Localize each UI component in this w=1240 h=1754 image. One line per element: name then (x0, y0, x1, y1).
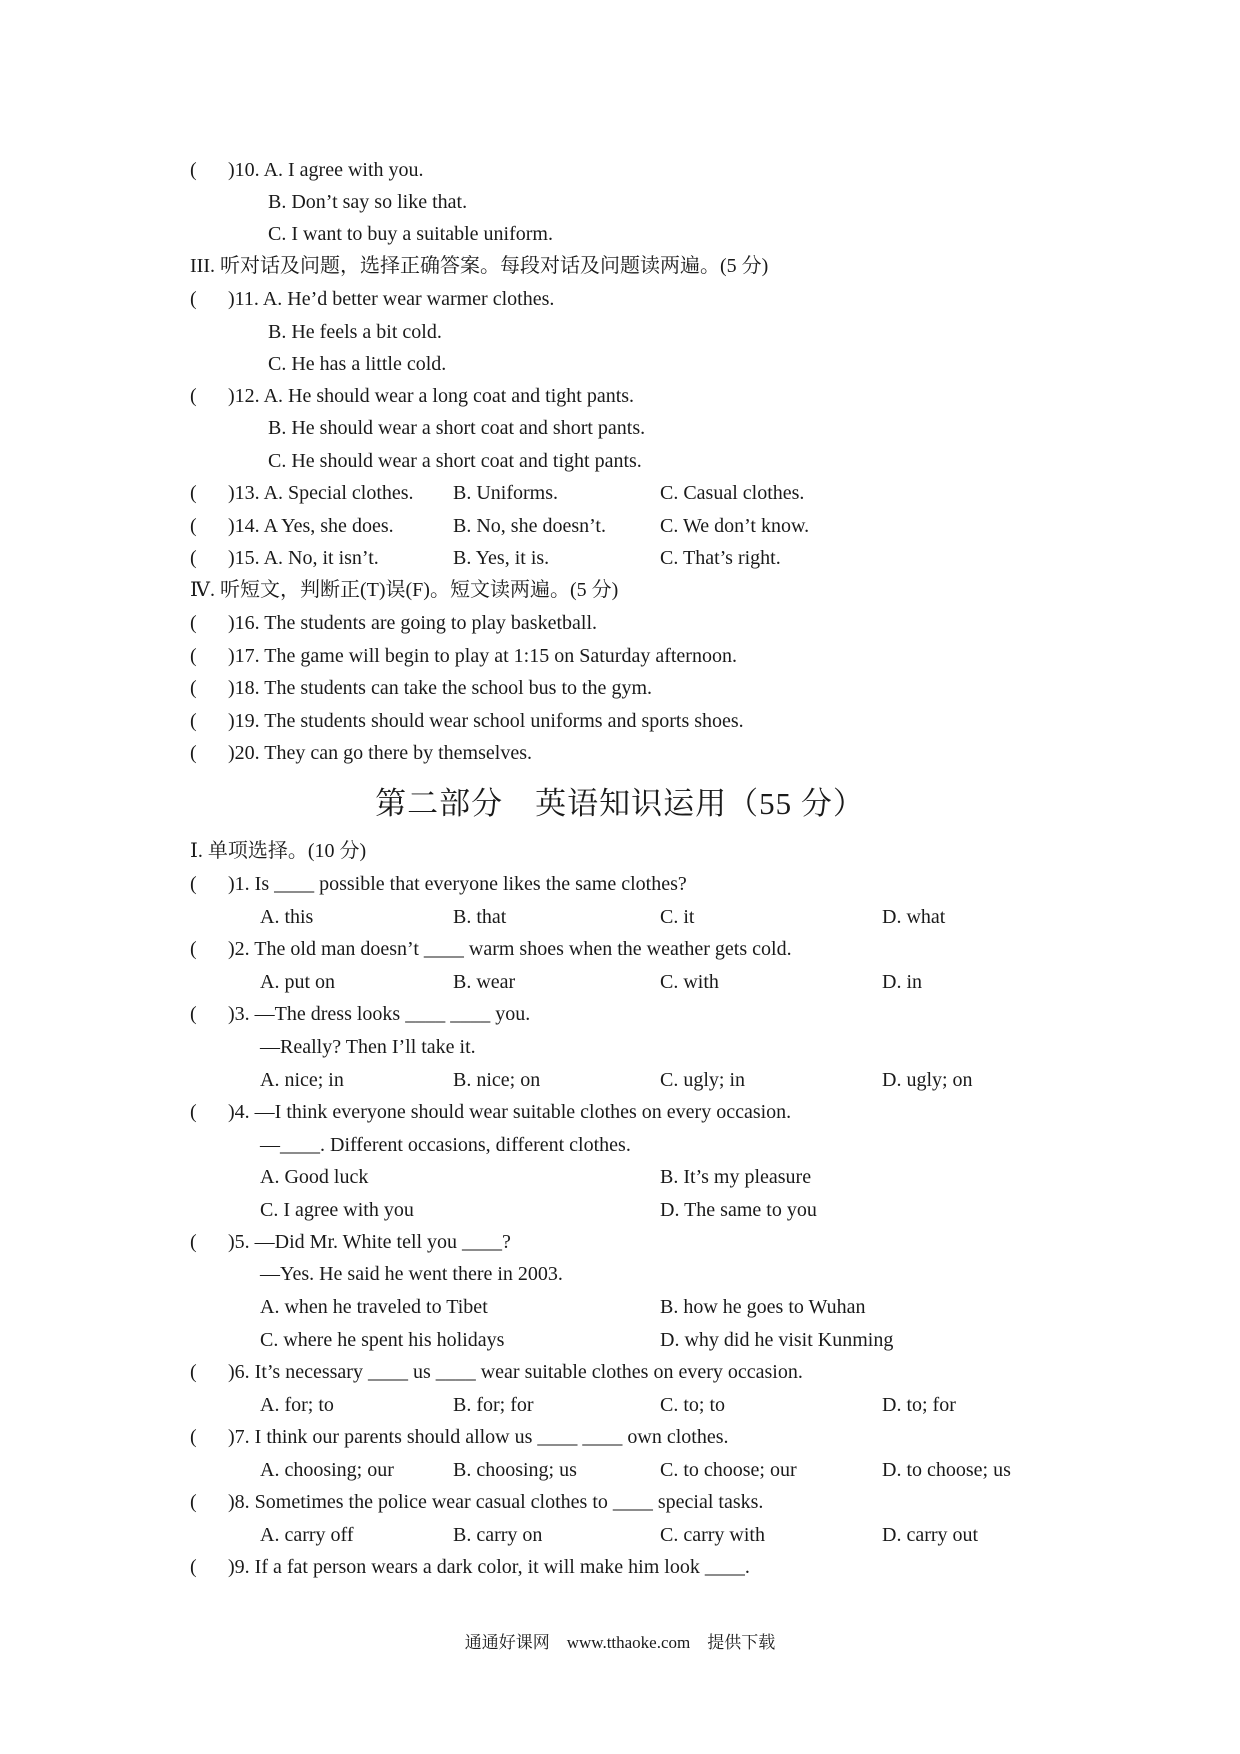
answer-paren: ( (190, 938, 197, 960)
option-b: B. No, she doesn’t. (453, 515, 606, 537)
option-d: D. The same to you (660, 1199, 817, 1221)
question-15 (228, 546, 379, 570)
question-20: )20. They can go there by themselves. (228, 742, 532, 764)
page-footer: 通通好课网 www.tthaoke.com 提供下载 (464, 1633, 776, 1652)
part-two-title: 第二部分 英语知识运用（55 分） (375, 786, 865, 821)
option-c: C. He should wear a short coat and tight pants. (268, 450, 642, 472)
mc-question-1: )1. Is ____ possible that everyone likes the same clothes? (228, 873, 687, 895)
question-number: )10. (228, 159, 260, 181)
question-18: )18. The students can take the school bus to the gym. (228, 677, 652, 699)
answer-paren: ( (190, 645, 197, 667)
answer-paren: ( (190, 547, 197, 569)
answer-paren: ( (190, 612, 197, 634)
question-number: )12. (228, 385, 260, 407)
answer-paren: ( (190, 710, 197, 732)
answer-paren: ( (190, 159, 197, 181)
mc-question-7: )7. I think our parents should allow us ____ ____ own clothes. (228, 1426, 729, 1448)
option-b: B. nice; on (453, 1069, 541, 1091)
option-c: C. That’s right. (660, 547, 781, 569)
option-d: D. to choose; us (882, 1459, 1011, 1481)
option-d: D. to; for (882, 1394, 956, 1416)
mc-question-3: )3. —The dress looks ____ ____ you. (228, 1003, 531, 1025)
part2-section-i-heading: Ⅰ. 单项选择。(10 分) (190, 840, 367, 862)
option-b: B. how he goes to Wuhan (660, 1296, 866, 1318)
option-c: C. to choose; our (660, 1459, 797, 1481)
question-14 (228, 514, 394, 538)
mc-question-2: )2. The old man doesn’t ____ warm shoes when the weather gets cold. (228, 938, 792, 960)
option-a: A. put on (260, 971, 335, 993)
question-11 (228, 287, 554, 311)
option-b: B. that (453, 906, 507, 928)
option-b: B. Don’t say so like that. (268, 191, 468, 213)
question-number: )14. (228, 515, 260, 537)
option-b: B. He should wear a short coat and short pants. (268, 417, 646, 439)
mc-question-6: )6. It’s necessary ____ us ____ wear suitable clothes on every occasion. (228, 1361, 803, 1383)
section-iv-heading: Ⅳ. 听短文，判断正(T)误(F)。短文读两遍。(5 分) (190, 579, 619, 601)
question-10 (228, 158, 424, 182)
question-17: )17. The game will begin to play at 1:15 on Saturday afternoon. (228, 645, 737, 667)
option-a: A. carry off (260, 1524, 354, 1546)
question-13 (228, 481, 414, 505)
question-12 (228, 384, 634, 408)
option-a: A. Special clothes. (263, 482, 414, 504)
answer-paren: ( (190, 482, 197, 504)
option-b: B. choosing; us (453, 1459, 577, 1481)
question-number: )11. (228, 288, 259, 310)
section-iii-heading: III. 听对话及问题，选择正确答案。每段对话及问题读两遍。(5 分) (190, 255, 769, 277)
option-c: C. We don’t know. (660, 515, 810, 537)
option-a: A. No, it isn’t. (263, 547, 379, 569)
option-d: D. carry out (882, 1524, 979, 1546)
option-b: B. carry on (453, 1524, 543, 1546)
option-a: A. He should wear a long coat and tight pants. (263, 385, 635, 407)
answer-paren: ( (190, 1231, 197, 1253)
option-d: D. ugly; on (882, 1069, 973, 1091)
option-a: A. nice; in (260, 1069, 344, 1091)
option-a: A. Good luck (260, 1166, 369, 1188)
answer-paren: ( (190, 1426, 197, 1448)
option-c: C. it (660, 906, 695, 928)
dialogue-reply: —Really? Then I’ll take it. (260, 1036, 476, 1058)
option-c: C. ugly; in (660, 1069, 746, 1091)
option-b: B. Yes, it is. (453, 547, 550, 569)
option-b: B. It’s my pleasure (660, 1166, 812, 1188)
option-a: A. for; to (260, 1394, 334, 1416)
answer-paren: ( (190, 1556, 197, 1578)
option-c: C. Casual clothes. (660, 482, 805, 504)
answer-paren: ( (190, 1491, 197, 1513)
option-c: C. He has a little cold. (268, 353, 447, 375)
option-a: A. choosing; our (260, 1459, 394, 1481)
answer-paren: ( (190, 1101, 197, 1123)
option-d: D. what (882, 906, 946, 928)
option-d: D. in (882, 971, 922, 993)
question-number: )13. (228, 482, 260, 504)
answer-paren: ( (190, 873, 197, 895)
option-a: A. when he traveled to Tibet (260, 1296, 488, 1318)
option-a: A Yes, she does. (263, 515, 394, 537)
option-b: B. wear (453, 971, 516, 993)
dialogue-reply: —Yes. He said he went there in 2003. (260, 1263, 563, 1285)
option-c: C. I agree with you (260, 1199, 414, 1221)
option-c: C. with (660, 971, 719, 993)
dialogue-reply: —____. Different occasions, different clothes. (260, 1134, 631, 1156)
option-a: A. He’d better wear warmer clothes. (262, 288, 555, 310)
option-b: B. for; for (453, 1394, 534, 1416)
answer-paren: ( (190, 288, 197, 310)
question-number: )15. (228, 547, 260, 569)
answer-paren: ( (190, 1361, 197, 1383)
question-19: )19. The students should wear school uniforms and sports shoes. (228, 710, 744, 732)
mc-question-8: )8. Sometimes the police wear casual clothes to ____ special tasks. (228, 1491, 764, 1513)
option-a: A. I agree with you. (263, 159, 424, 181)
option-a: A. this (260, 906, 314, 928)
answer-paren: ( (190, 677, 197, 699)
mc-question-5: )5. —Did Mr. White tell you ____? (228, 1231, 511, 1253)
option-d: D. why did he visit Kunming (660, 1329, 894, 1351)
option-c: C. I want to buy a suitable uniform. (268, 223, 553, 245)
answer-paren: ( (190, 742, 197, 764)
option-c: C. to; to (660, 1394, 726, 1416)
option-b: B. He feels a bit cold. (268, 321, 442, 343)
mc-question-4: )4. —I think everyone should wear suitable clothes on every occasion. (228, 1101, 792, 1123)
answer-paren: ( (190, 1003, 197, 1025)
answer-paren: ( (190, 515, 197, 537)
option-c: C. where he spent his holidays (260, 1329, 505, 1351)
answer-paren: ( (190, 385, 197, 407)
mc-question-9: )9. If a fat person wears a dark color, it will make him look ____. (228, 1556, 750, 1578)
option-c: C. carry with (660, 1524, 765, 1546)
question-16: )16. The students are going to play basketball. (228, 612, 597, 634)
option-b: B. Uniforms. (453, 482, 558, 504)
